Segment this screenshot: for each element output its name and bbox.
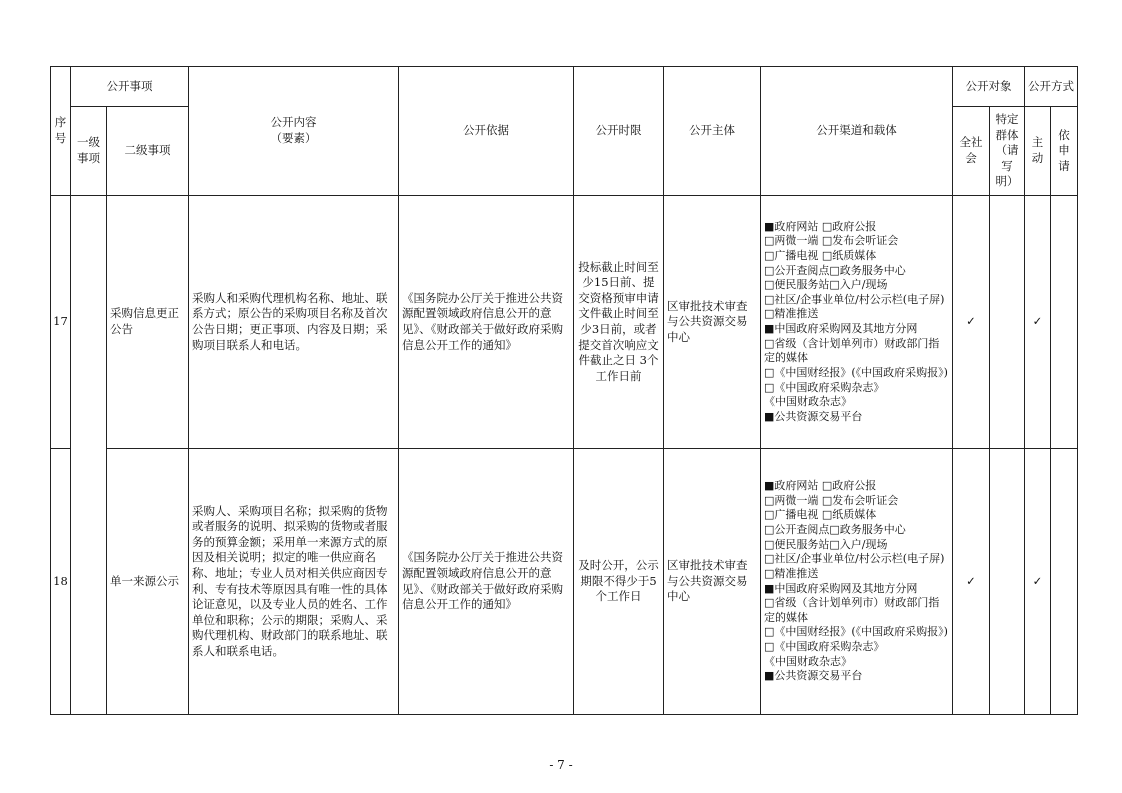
- channel-item: ■政府网站 □政府公报: [764, 219, 877, 233]
- row-level1: [71, 196, 107, 715]
- channel-item: 《中国财政杂志》: [764, 654, 852, 668]
- row-subject: 区审批技术审查与公共资源交易中心: [664, 196, 761, 449]
- header-content-sub: （要素）: [270, 131, 317, 145]
- header-target-all: 全社会: [953, 107, 990, 196]
- channel-item: □两微一端 □发布会听证会: [764, 234, 899, 248]
- header-content: [189, 67, 399, 196]
- channel-item: □社区/企事业单位/村公示栏(电子屏): [764, 552, 945, 566]
- check-target-all: ✓: [953, 449, 990, 715]
- header-channels: 公开渠道和载体: [761, 67, 953, 196]
- channel-item: □《中国财经报》(《中国政府采购报》): [764, 365, 948, 379]
- header-seq: 序号: [51, 67, 71, 196]
- channel-item: 《中国财政杂志》: [764, 395, 852, 409]
- channel-item: □便民服务站□入户/现场: [764, 278, 888, 292]
- row-content: 采购人、采购项目名称；拟采购的货物或者服务的说明、拟采购的货物或者服务的预算金额；采用单一来源方式的原因及相关说明；拟定的唯一供应商名称、地址；专业人员对相关供应商因专利、专有技术等原因具有唯一性的具体论证意见，以及专业人员的姓名、工作单位和职称；公示的期限；采购人、采购代理机构、财政部门的联系地址、联系人和联系电话。: [189, 449, 399, 715]
- disclosure-table: [50, 66, 1078, 715]
- header-target: 公开对象: [953, 67, 1025, 107]
- check-target-specific: [990, 196, 1025, 449]
- table-row: [51, 449, 1078, 715]
- row-content: 采购人和采购代理机构名称、地址、联系方式；原公告的采购项目名称及首次公告日期；更正事项、内容及日期；采购项目联系人和电话。: [189, 196, 399, 449]
- channel-item: □两微一端 □发布会听证会: [764, 493, 899, 507]
- channel-item: □《中国政府采购杂志》: [764, 640, 885, 653]
- channel-item: □精准推送: [764, 307, 819, 321]
- page-number: - 7 -: [549, 758, 573, 772]
- channel-item: □公开查阅点□政务服务中心: [764, 523, 906, 536]
- row-level2: 采购信息更正公告: [107, 196, 189, 449]
- channel-item: □便民服务站□入户/现场: [764, 537, 888, 551]
- channel-item: □省级（含计划单列市）财政部门指定的媒体: [764, 336, 940, 365]
- row-seq: 18: [51, 449, 71, 715]
- channel-item: ■中国政府采购网及其地方分网: [764, 581, 918, 595]
- channel-item: ■公共资源交易平台: [764, 669, 863, 683]
- row-subject: 区审批技术审查与公共资源交易中心: [664, 449, 761, 715]
- header-method: 公开方式: [1025, 67, 1078, 107]
- row-channels: [761, 449, 953, 715]
- header-level2: 二级事项: [107, 107, 189, 196]
- channel-item: ■中国政府采购网及其地方分网: [764, 322, 918, 335]
- channel-item: □《中国政府采购杂志》: [764, 380, 885, 394]
- row-time-limit: 及时公开，公示期限不得少于5个工作日: [574, 449, 664, 715]
- check-target-all: ✓: [953, 196, 990, 449]
- channel-item: □广播电视 □纸质媒体: [764, 248, 877, 262]
- channel-item: □精准推送: [764, 566, 819, 580]
- check-method-request: [1051, 196, 1078, 449]
- header-level1: 一级事项: [71, 107, 107, 196]
- row-seq: 17: [51, 196, 71, 449]
- row-time-limit: 投标截止时间至少15日前、提交资格预审申请文件截止时间至少3日前，或者提交首次响应文件截止之日 3个工作日前: [574, 196, 664, 449]
- check-method-active: ✓: [1025, 196, 1051, 449]
- row-basis: 《国务院办公厅关于推进公共资源配置领域政府信息公开的意见》、《财政部关于做好政府采购信息公开工作的通知》: [399, 196, 574, 449]
- header-method-active: 主动: [1025, 107, 1051, 196]
- header-public-items: 公开事项: [71, 67, 189, 107]
- channel-item: □省级（含计划单列市）财政部门指定的媒体: [764, 596, 940, 624]
- header-method-request: 依申请: [1051, 107, 1078, 196]
- check-method-request: [1051, 449, 1078, 715]
- channel-item: □公开查阅点□政务服务中心: [764, 263, 906, 277]
- row-channels: [761, 196, 953, 449]
- table-row: [51, 196, 1078, 449]
- header-content-title: 公开内容: [270, 115, 317, 130]
- header-subject: 公开主体: [664, 67, 761, 196]
- channel-item: □广播电视 □纸质媒体: [764, 508, 877, 522]
- check-target-specific: [990, 449, 1025, 715]
- header-time-limit: 公开时限: [574, 67, 664, 196]
- header-target-specific: 特定群体（请写明）: [990, 107, 1025, 196]
- check-method-active: ✓: [1025, 449, 1051, 715]
- channel-item: ■公共资源交易平台: [764, 409, 863, 423]
- header-basis: 公开依据: [399, 67, 574, 196]
- row-basis: 《国务院办公厅关于推进公共资源配置领域政府信息公开的意见》、《财政部关于做好政府采购信息公开工作的通知》: [399, 449, 574, 715]
- channel-item: □社区/企事业单位/村公示栏(电子屏): [764, 292, 945, 306]
- channel-item: ■政府网站 □政府公报: [764, 479, 877, 493]
- row-level2: 单一来源公示: [107, 449, 189, 715]
- channel-item: □《中国财经报》(《中国政府采购报》): [764, 625, 948, 639]
